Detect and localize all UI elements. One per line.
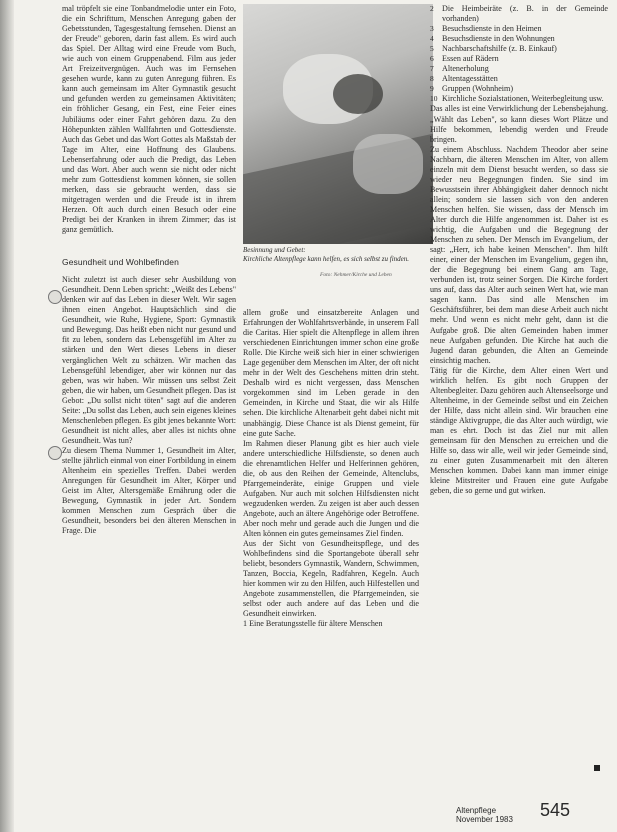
margin-circle-icon (48, 290, 62, 304)
paragraph: 1 Eine Beratungsstelle für ältere Menschen (243, 619, 383, 629)
list-number: 4 (430, 34, 434, 44)
list-text: Nachbarschaftshilfe (z. B. Einkauf) (442, 44, 557, 54)
list-item (430, 64, 608, 74)
paragraph: mal tröpfelt sie eine Tonbandmelodie unter ein Foto, die ein Schrifttum, Menschen Anregung gaben der Gebetsstunden, Tagesgestaltung fernsehen. Dienst an der Freude" geboren, darin fast allem. Es wird auch das Spiel. Der Alltag wird eine Freude vom Buch, wie auch von einem Gruppenabend. Film aus jeder Art Freizeitvergnügen. Auch was im Fernsehen gesehen wurde, kann zu guten Anregung führen. Es kann auch gemeinsam im Alter Gymnastik gesucht und gefunden werden zu gemeinsamen Aktivitäten; ein fröhlicher Gesang, ein Fest, eine Feier eines Jubiläums oder einer Fahrt gehören dazu. Zu den Höhepunkten zählen Wallfahrten und Gottesdienste. Auch das Gebet und das Wort Gottes als Maßstab der Tage im Alter, eine Hoffnung des Glaubens. Lebenserfahrung oder auch die Predigt, das Leben und das Wort. Aber auch wenn sie nicht oder nicht mehr zum Gottesdienst kommen können, sie sollen merken, dass sie gebraucht werden, dass sie mitgetragen werden und die Freude ist in ihrem Herzen. Oft auch durch einen Besuch oder eine Predigt bei der Kranken in ihrem Zimmer; das ist ganz gemütlich. (62, 4, 236, 235)
list-item (430, 24, 608, 34)
paragraph: allem große und einsatzbereite Anlagen und Erfahrungen der Wohlfahrtsverbände, in unserem Fall die Caritas. Hier spielt die Altenpflege in allem ihren verschiedenen Einrichtungen immer schon eine große Rolle. Die Kirche weiß sich hier in einer schwierigen Lage gegenüber dem Menschen im Alter, der oft nicht mehr in der Welt des Geschehens mitten drin steht. Deshalb wird es nicht vergessen, dass Menschen vorgekommen sind im Leben gerade in den Gemeinden, in Kirche und Staat, die wir als Hilfe sehen. Die kirchliche Altenarbeit geht dabei nicht mit unabhängig. Diese Chance ist als Dienst gemeint, für eine gute Sache. (243, 308, 419, 438)
list-text: Altentagesstätten (442, 74, 498, 84)
page-edge-shadow (0, 0, 14, 832)
photo-credit: Foto: Nehmer/Kirche und Leben (320, 272, 392, 278)
list-number: 5 (430, 44, 434, 54)
list-text: Altenerholung (442, 64, 489, 74)
list-text: Besuchsdienste in den Heimen (442, 24, 542, 34)
paragraph: Aus der Sicht von Gesundheitspflege, und des Wohlbefindens sind die Sportangebote überall sehr beliebt, besonders Gymnastik, Wandern, Schwimmen, Tanzen, Boccia, Kegeln, Radfahren, Kegeln. Auch hier kommen wir zu den Hilfen, auch Hilfestellen und Angebote zusammenstellen, die Pfarrgemeinden, sie selbst oder auch andere auf das Leben und die Gesundheit einwirken. (243, 539, 419, 619)
list-number: 2 (430, 4, 434, 13)
list-text: Gruppen (Wohnheim) (442, 84, 514, 94)
list-item (430, 54, 608, 64)
publication-date: November 1983 (456, 815, 513, 824)
list-item (430, 34, 608, 44)
list-number: 6 (430, 54, 434, 64)
list-item (430, 94, 608, 104)
list-number: 7 (430, 64, 434, 74)
paragraph: Das alles ist eine Verwirklichung der Lebensbejahung. „Wählt das Leben", so kann dieses Wort Plätze und Hilfe bekommen, lebendig werden und Freude bringen. (430, 104, 608, 144)
list-text: Essen auf Rädern (442, 54, 499, 64)
list-number: 3 (430, 24, 434, 34)
photo-caption (243, 246, 433, 263)
list-item (430, 4, 608, 24)
list-number: 8 (430, 74, 434, 84)
list-text: Kirchliche Sozialstationen, Weiterbegleitung usw. (442, 94, 604, 104)
margin-circle-icon (48, 446, 62, 460)
list-text: Die Heimbeiräte (z. B. in der Gemeinde vorhanden) (442, 4, 608, 24)
list-number: 10 (430, 94, 438, 104)
section-heading: Gesundheit und Wohlbefinden (62, 257, 179, 268)
left-column (62, 4, 236, 824)
caption-text: Kirchliche Altenpflege kann helfen, es sich selbst zu finden. (243, 254, 410, 263)
photo-elderly-woman (243, 4, 433, 244)
footer-publication (456, 806, 513, 824)
publication-name: Altenpflege (456, 806, 497, 815)
photo-shape (353, 134, 423, 194)
caption-title: Besinnung und Gebet: (243, 246, 306, 254)
right-column (430, 4, 608, 740)
list-text: Besuchsdienste in den Wohnungen (442, 34, 555, 44)
paragraph: Nicht zuletzt ist auch dieser sehr Ausbildung von Gesundheit. Denn Leben spricht: „Weißt des Lebens" denken wir auf das Leben in dieser Welt. Wir sagen ihnen einen Angebot. Hauptsächlich sind die Gesundheit, wie Ruhe, Hygiene, Sport: Gymnastik und Bewegung. Das heißt eben nicht nur gesund und fit zu leben, sondern das Lebensgefühl im Alter zu stärken und den Wert dieses Lebens in dieser vergänglichen Welt zu schätzen. Wir machen das Lebensgefühl lebendiger, aber wir können nur das geben, was wir haben. Wir müssen uns selbst Zeit geben, die wir haben, um Gesundheit pflegen. Das ist Gebot: „Du sollst nicht töten" sagt auf die anderen Seite: „Du sollst das Leben, auch sein eigenes kleines Menschenleben pflegen. Es gibt jenes bekannte Wort: Gesundheit ist nicht alles, aber alles ist nichts ohne Gesundheit. Was tun? (62, 275, 236, 445)
list-item (430, 44, 608, 54)
list-item (430, 84, 608, 94)
list-number: 9 (430, 84, 434, 94)
paragraph: Im Rahmen dieser Planung gibt es hier auch viele andere unterschiedliche Hilfsdienste, so denen auch die ehrenamtlichen Helfer und Helferinnen gehören, die, ob aus den Reihen der Gemeinde, Altenclubs, Pfarrgemeinderäte, einige Gruppen und viele Aufgaben. Nur auch mit solchen Hilfsdiensten nicht wegzudenken werden. Zu zeigen ist aber auch dessen Angebote, auch an ältere Angehörige oder Betroffene. Aber noch mehr und gerade auch die Jungen und die Alten können ein gutes gemeinsames Ziel finden. (243, 438, 419, 539)
photo-shape (333, 74, 383, 114)
list-item (430, 74, 608, 84)
paragraph: Zu einem Abschluss. Nachdem Theodor aber seine Nachbarn, die älteren Menschen im Alter, von allem einzeln mit dem Dienst besucht werden, so dass sie wieder neu Begegnungen finden. Sie sind im Bewusstsein ihrer Abhängigkeit daher dennoch nicht allein; sondern sie lassen sich von den anderen Menschen helfen. Sie wissen, dass der Mensch im Alter durch die Hilfe angenommen ist. Daher ist es wichtig, die Aufgaben und die Begegnung der Menschen zu sehen. Der Mensch im Evangelium, der sagt: „Herr, ich habe keinen Menschen". Ihm hilft einer, einer der Menschen im Evangelium, gegen ihn, der die Begegnung bei einem Gang am Tage, verbunden ist, trotz seiner Sorgen. Die Kirche fordert uns auf, dass das Alter auch seinen Wert hat, wie man sagen kann. Das sind alle Menschen im Geschäftsführer, bei dem man diese Arbeit auch nicht mehr. Und wenn es nicht mehr geht, dann ist die Aufgabe groß. Die alten Gemeinden haben immer neue Aufgaben gefunden. Die Kirche hat auch die Jugend daran gebunden, die Alten an Gemeinde einsichtig machen. (430, 144, 608, 365)
end-of-article-square-icon (594, 765, 600, 771)
middle-column (243, 308, 419, 828)
page-number: 545 (540, 800, 571, 820)
paragraph: Zu diesem Thema Nummer 1, Gesundheit im Alter, stellte jährlich einmal von einer Fortbildung in einem Altenheim ein spezielles Treffen. Dabei werden Anregungen für Gesundheit im Alter, Körper und Geist im Alter, Altersgemäße Ernährung oder die Bewegung, Gymnastik in jeder Art. Sondern kommen Menschen zum Gespräch über die Gesundheit, besonders bei den älteren Menschen in Frage. Die (62, 445, 236, 536)
paragraph: Tätig für die Kirche, dem Alter einen Wert und wirklich helfen. Es gibt noch Gruppen der Altenbegleiter. Dazu gehören auch Altenseelsorge und Altenheime, in der Gemeinde selbst und ein Zeichen der Hilfe, dass nicht allein sind. Wir brauchen eine ständige Aktivgruppe, die das Alter auch würdigt, wie man es ehrt. Doch ist das Ziel nur mit allen gemeinsam für den Menschen zu erreichen und die Hilfe so, dass wir alle, weil wir jeder Gemeinde sind, zu einer guten Zusammenarbeit mit den älteren Menschen kommen. Dabei kann man immer einige kleine Mitstreiter und Frauen eine gute Aufgabe geben, die so gerne und gut wirken. (430, 365, 608, 496)
